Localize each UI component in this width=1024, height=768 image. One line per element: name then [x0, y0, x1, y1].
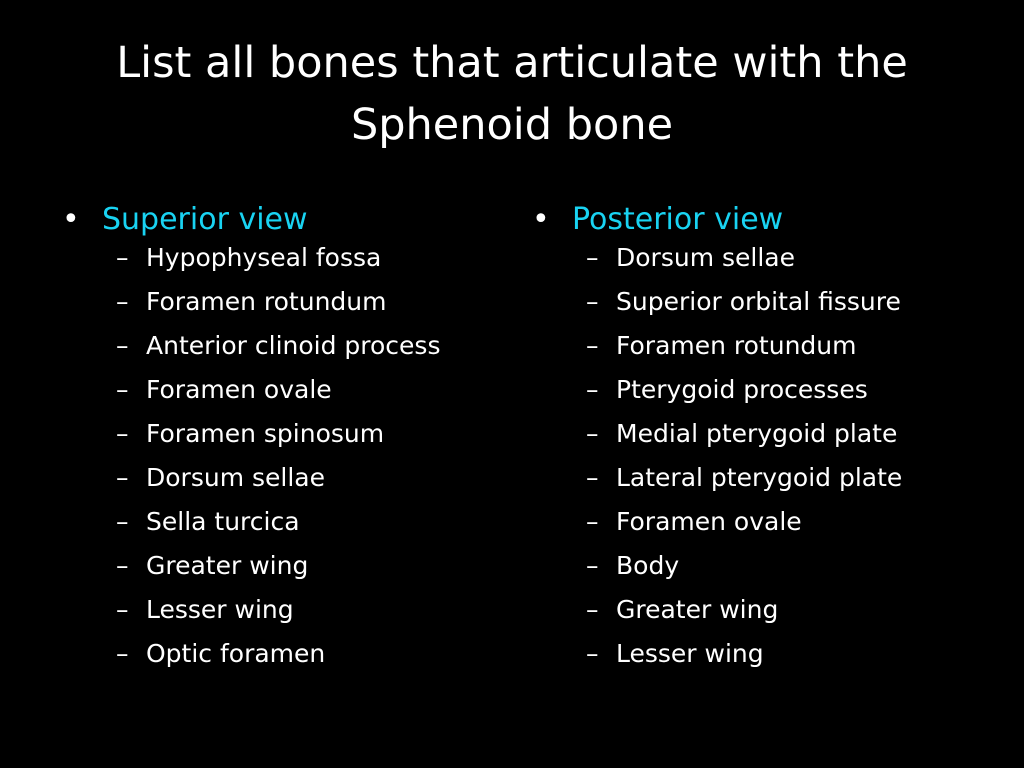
list-item-text: Sella turcica [146, 507, 300, 536]
list-item [60, 594, 500, 626]
list-item [60, 374, 500, 406]
title-line-1: List all bones that articulate with the [116, 38, 908, 88]
list-item [60, 418, 500, 450]
list-item-text: Pterygoid processes [616, 375, 868, 404]
list-item-text: Anterior clinoid process [146, 331, 441, 360]
list-item-text: Hypophyseal fossa [146, 243, 382, 272]
list-item-text: Dorsum sellae [616, 243, 795, 272]
list-item-text: Foramen ovale [146, 375, 332, 404]
list-item [530, 594, 990, 626]
list-item-text: Lateral pterygoid plate [616, 463, 903, 492]
list-item [530, 638, 990, 670]
dash-icon: – [116, 243, 129, 272]
list-item-text: Foramen ovale [616, 507, 802, 536]
title-line-2: Sphenoid bone [350, 100, 674, 150]
left-list [60, 242, 500, 670]
list-item [60, 242, 500, 274]
bullet-icon: • [532, 202, 550, 237]
list-item-text: Foramen spinosum [146, 419, 385, 448]
list-item [530, 374, 990, 406]
left-column [60, 198, 500, 682]
list-item-text: Medial pterygoid plate [616, 419, 898, 448]
list-item-text: Body [616, 551, 680, 580]
dash-icon: – [586, 551, 599, 580]
bullet-icon: • [62, 202, 80, 237]
dash-icon: – [116, 419, 129, 448]
left-heading-text: Superior view [102, 202, 308, 237]
dash-icon: – [586, 507, 599, 536]
list-item-text: Foramen rotundum [146, 287, 387, 316]
dash-icon: – [586, 463, 599, 492]
dash-icon: – [586, 595, 599, 624]
right-heading [530, 198, 990, 242]
list-item-text: Dorsum sellae [146, 463, 325, 492]
list-item-text: Greater wing [616, 595, 779, 624]
list-item-text: Optic foramen [146, 639, 326, 668]
list-item-text: Greater wing [146, 551, 309, 580]
dash-icon: – [116, 507, 129, 536]
right-list [530, 242, 990, 670]
dash-icon: – [116, 463, 129, 492]
list-item [530, 462, 990, 494]
slide-title [40, 32, 984, 156]
dash-icon: – [116, 551, 129, 580]
dash-icon: – [586, 243, 599, 272]
dash-icon: – [586, 287, 599, 316]
list-item [530, 550, 990, 582]
dash-icon: – [586, 331, 599, 360]
dash-icon: – [116, 375, 129, 404]
list-item-text: Foramen rotundum [616, 331, 857, 360]
dash-icon: – [116, 639, 129, 668]
dash-icon: – [586, 375, 599, 404]
list-item-text: Lesser wing [616, 639, 764, 668]
dash-icon: – [116, 287, 129, 316]
dash-icon: – [586, 639, 599, 668]
list-item [530, 286, 990, 318]
left-heading [60, 198, 500, 242]
right-column [530, 198, 990, 682]
dash-icon: – [116, 595, 129, 624]
list-item [530, 418, 990, 450]
list-item-text: Superior orbital fissure [616, 287, 901, 316]
list-item [60, 330, 500, 362]
list-item [530, 506, 990, 538]
right-heading-text: Posterior view [572, 202, 784, 237]
list-item [60, 462, 500, 494]
dash-icon: – [116, 331, 129, 360]
list-item [60, 638, 500, 670]
dash-icon: – [586, 419, 599, 448]
list-item [530, 330, 990, 362]
list-item [60, 550, 500, 582]
list-item [530, 242, 990, 274]
list-item-text: Lesser wing [146, 595, 294, 624]
list-item [60, 286, 500, 318]
list-item [60, 506, 500, 538]
